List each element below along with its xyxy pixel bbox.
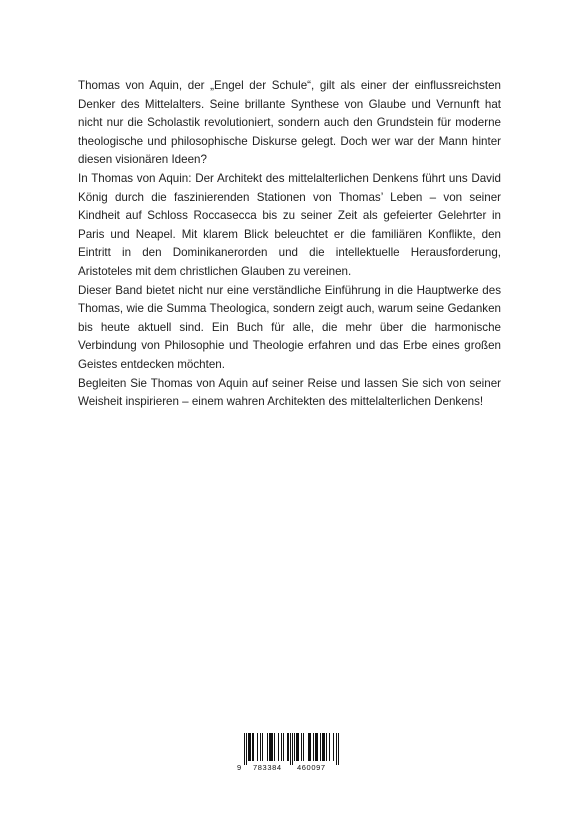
barcode-bar (294, 733, 295, 761)
barcode-bar (272, 733, 273, 761)
barcode-bar (320, 733, 321, 761)
barcode-bar (333, 733, 334, 761)
barcode-bar (322, 733, 323, 761)
barcode-bar (316, 733, 317, 761)
barcode-first-digit: 9 (237, 763, 242, 772)
blurb-paragraph-3: Dieser Band bietet nicht nur eine verständliche Einführung in die Hauptwerke des Thomas, wie die Summa Theologica, sondern zeigt auch, warum seine Gedanken bis heute aktuell sind. Ein Buch für alle, die mehr über die harmonische Verbindung von Philosophie und Theologie erfahren und das Erbe eines großen Geistes entdecken möchten. (78, 283, 501, 371)
barcode-guard-bar (336, 733, 337, 765)
barcode-bar (329, 733, 330, 761)
barcode-bar (270, 733, 271, 761)
barcode-bar (287, 733, 288, 761)
barcode-bar (260, 733, 261, 761)
barcode-bar (323, 733, 324, 761)
barcode-bar (249, 733, 250, 761)
barcode-bar (298, 733, 299, 761)
barcode-bars-icon (236, 733, 340, 765)
barcode-bar (283, 733, 284, 761)
barcode-bar (269, 733, 270, 761)
barcode-guard-bar (292, 733, 293, 765)
barcode-guard-bar (244, 733, 245, 765)
barcode-bar (326, 733, 327, 761)
barcode-bar (296, 733, 297, 761)
barcode-bar (301, 733, 302, 761)
barcode-bar (278, 733, 279, 761)
barcode-bar (271, 733, 272, 761)
barcode-bar (274, 733, 275, 761)
barcode-bar (288, 733, 289, 761)
barcode-bar (257, 733, 258, 761)
blurb-text (78, 77, 501, 412)
barcode-bar (313, 733, 314, 761)
isbn-barcode (236, 733, 340, 773)
barcode-bar (262, 733, 263, 761)
barcode-left-digits: 783384 (253, 763, 282, 772)
barcode-guard-bar (338, 733, 339, 765)
barcode-bar (324, 733, 325, 761)
blurb-paragraph-4: Begleiten Sie Thomas von Aquin auf seiner Reise und lassen Sie sich von seiner Weisheit inspirieren – einem wahren Architekten des mittelalterlichen Denkens! (78, 376, 501, 409)
barcode-bar (281, 733, 282, 761)
barcode-bar (267, 733, 268, 761)
barcode-bar (310, 733, 311, 761)
barcode-bar (248, 733, 249, 761)
barcode-guard-bar (290, 733, 291, 765)
barcode-bar (303, 733, 304, 761)
barcode-bar (250, 733, 251, 761)
barcode-bar (297, 733, 298, 761)
barcode-guard-bar (246, 733, 247, 765)
barcode-bar (309, 733, 310, 761)
barcode-bar (315, 733, 316, 761)
barcode-bar (253, 733, 254, 761)
barcode-bar (252, 733, 253, 761)
barcode-bar (317, 733, 318, 761)
blurb-paragraph-1: Thomas von Aquin, der „Engel der Schule“, gilt als einer der einflussreichsten Denker des Mittelalters. Seine brillante Synthese von Glaube und Vernunft hat nicht nur die Scholastik revolutioniert, sondern auch den Grundstein für moderne theologische und philosophische Diskurse gelegt. Doch wer war der Mann hinter diesen visionären Ideen? (78, 79, 501, 167)
barcode-right-digits: 460097 (297, 763, 326, 772)
blurb-paragraph-2: In Thomas von Aquin: Der Architekt des mittelalterlichen Denkens führt uns David König durch die faszinierenden Stationen von Thomas’ Leben – von seiner Kindheit auf Schloss Roccasecca bis zu seiner Zeit als gefeierter Gelehrter in Paris und Neapel. Mit klarem Blick beleuchtet er die familiären Konflikte, den Eintritt in den Dominikanerorden und die intellektuelle Herausforderung, Aristoteles mit dem christlichen Glauben zu vereinen. (78, 171, 501, 278)
barcode-bar (308, 733, 309, 761)
